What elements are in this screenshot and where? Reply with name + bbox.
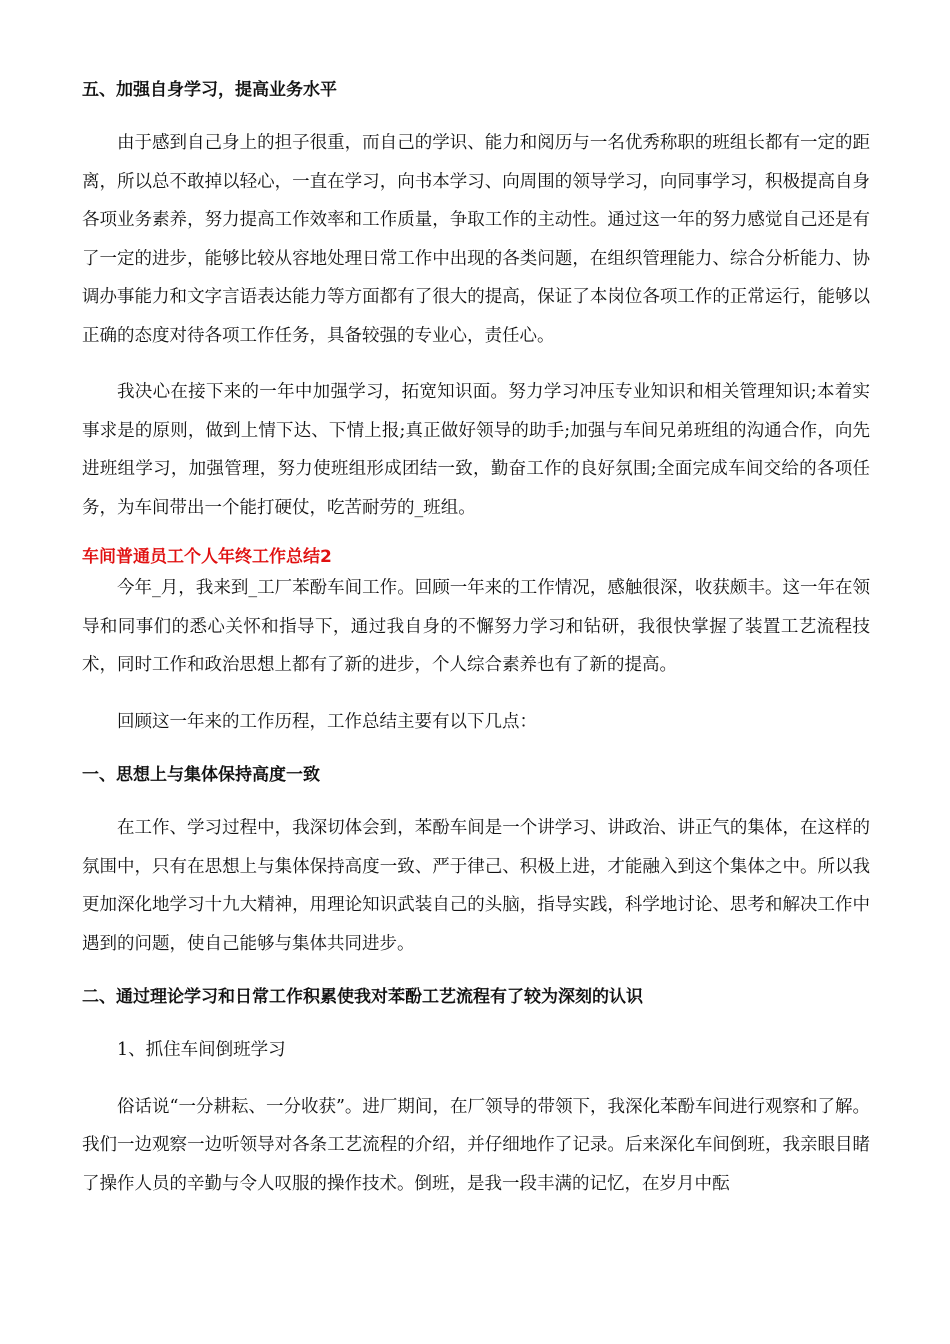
paragraph-review: 回顾这一年来的工作历程，工作总结主要有以下几点： [117,711,537,732]
paragraph-thinking: 在工作、学习过程中，我深切体会到，苯酚车间是一个讲学习、讲政治、讲正气的集体，在这样的氛围中，只有在思想上与集体保持高度一致、严于律己、积极上进，才能融入到这个集体之中。所以我更加深化地学习十九大精神，用理论知识武装自己的头脑，指导实践，科学地讨论、思考和解决工作中遇到的问题，使自己能够与集体共同进步。 [82,818,870,954]
subheading-shift-study: 1、抓住车间倒班学习 [117,1040,286,1060]
paragraph-intro: 今年_月，我来到_工厂苯酚车间工作。回顾一年来的工作情况，感触很深，收获颇丰。这一年在领导和同事们的悉心关怀和指导下，通过我自身的不懈努力学习和钻研，我很快掌握了装置工艺流程技术，同时工作和政治思想上都有了新的进步，个人综合素养也有了新的提高。 [82,578,870,675]
section-heading-1: 一、思想上与集体保持高度一致 [82,765,320,785]
section-heading-5: 五、加强自身学习，提高业务水平 [82,80,337,100]
article-title-2: 车间普通员工个人年终工作总结2 [82,547,332,567]
section-heading-2: 二、通过理论学习和日常工作积累使我对苯酚工艺流程有了较为深刻的认识 [82,987,643,1007]
paragraph-resolution: 我决心在接下来的一年中加强学习，拓宽知识面。努力学习冲压专业知识和相关管理知识;本着实事求是的原则，做到上情下达、下情上报;真正做好领导的助手;加强与车间兄弟班组的沟通合作，向先进班组学习，加强管理，努力使班组形成团结一致，勤奋工作的良好氛围;全面完成车间交给的各项任务，为车间带出一个能打硬仗，吃苦耐劳的_班组。 [82,382,870,518]
document-page [82,78,870,1203]
paragraph-study: 由于感到自己身上的担子很重，而自己的学识、能力和阅历与一名优秀称职的班组长都有一定的距离，所以总不敢掉以轻心，一直在学习，向书本学习、向周围的领导学习，向同事学习，积极提高自身各项业务素养，努力提高工作效率和工作质量，争取工作的主动性。通过这一年的努力感觉自己还是有了一定的进步，能够比较从容地处理日常工作中出现的各类问题，在组织管理能力、综合分析能力、协调办事能力和文字言语表达能力等方面都有了很大的提高，保证了本岗位各项工作的正常运行，能够以正确的态度对待各项工作任务，具备较强的专业心，责任心。 [82,133,870,346]
paragraph-shift: 俗话说“一分耕耘、一分收获”。进厂期间，在厂领导的带领下，我深化苯酚车间进行观察和了解。我们一边观察一边听领导对各条工艺流程的介绍，并仔细地作了记录。后来深化车间倒班，我亲眼目睹了操作人员的辛勤与令人叹服的操作技术。倒班，是我一段丰满的记忆，在岁月中酝 [82,1096,870,1194]
